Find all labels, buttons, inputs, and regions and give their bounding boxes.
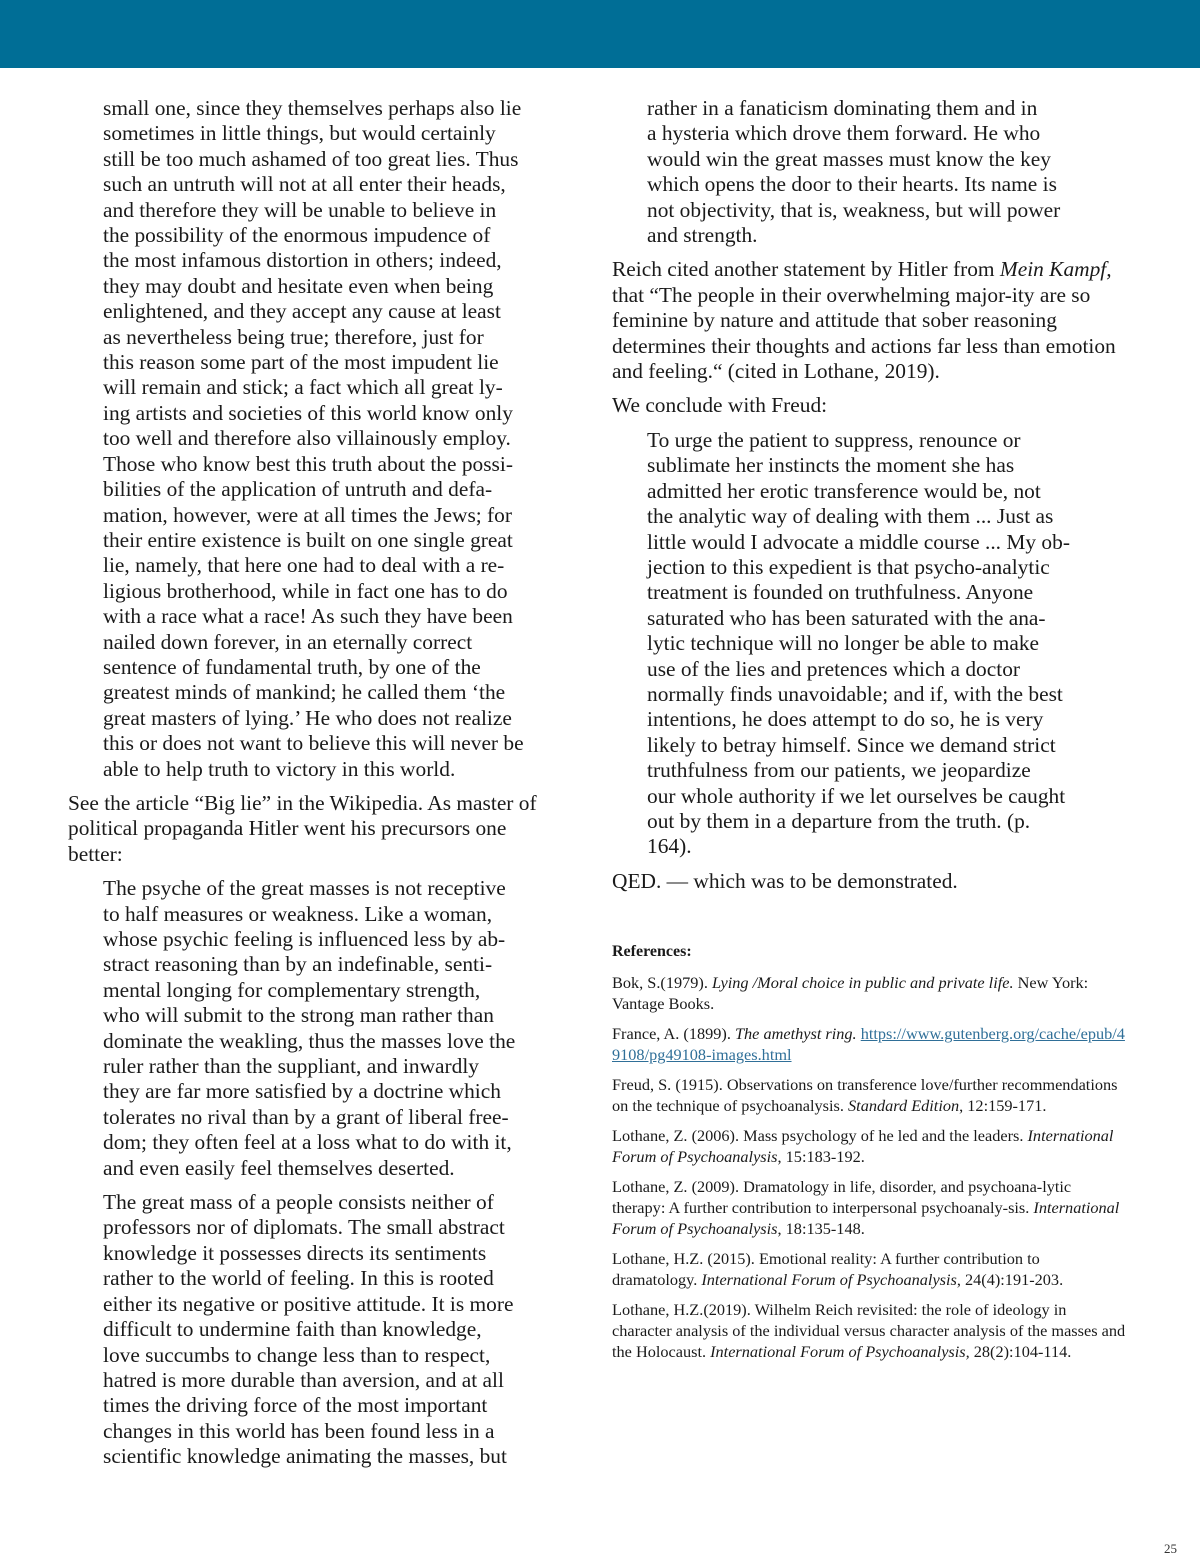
text-line: changes in this world has been found less in a — [103, 1418, 495, 1443]
text-line: professors nor of diplomats. The small abstract — [103, 1215, 505, 1240]
text-line: either its negative or positive attitude. It is more — [103, 1291, 514, 1316]
text-line: out by them in a departure from the truth. (p. — [647, 808, 1031, 833]
text-line: times the driving force of the most important — [103, 1393, 488, 1418]
freud-quote — [612, 428, 1132, 860]
text-line: this reason some part of the most impudent lie — [103, 350, 499, 375]
text-line: hatred is more durable than aversion, and at all — [103, 1367, 504, 1392]
qed-line: QED. — which was to be demonstrated. — [612, 868, 958, 893]
text-line: sublimate her instincts the moment she has — [647, 453, 1015, 478]
text-line: sometimes in little things, but would certainly — [103, 121, 496, 146]
text-line: not objectivity, that is, weakness, but will power — [647, 197, 1061, 222]
text-line: bilities of the application of untruth and defa- — [103, 477, 493, 502]
left-column — [68, 96, 580, 1470]
text-line: tolerates no rival than by a grant of liberal free- — [103, 1104, 509, 1129]
text-line: sentence of fundamental truth, by one of the — [103, 654, 481, 679]
text-line: truthfulness from our patients, we jeopardize — [647, 758, 1031, 783]
text-line: which opens the door to their hearts. Its name is — [647, 172, 1057, 197]
text-line: political propaganda Hitler went his precursors one — [68, 816, 507, 841]
reference-freud: Freud, S. (1915). Observations on transference love/further recommendations on the technique of psychoanalysis. Standard Edition, 12:159-171. — [612, 1075, 1118, 1116]
text-line: love succumbs to change less than to respect, — [103, 1342, 491, 1367]
page-number: 25 — [1164, 1541, 1177, 1556]
reich-text-post: that “The people in their overwhelming major-ity are so feminine by nature and attitude that sober reasoning determines their thoughts and actions far less than emotion and feeling.“ (cited in Lothane, 2019). — [612, 282, 1116, 384]
reich-paragraph — [612, 257, 1117, 384]
text-line: whose psychic feeling is influenced less by ab- — [103, 927, 506, 951]
text-line: this or does not want to believe this will never be — [103, 731, 524, 756]
text-line: too well and therefore also villainously employ. — [103, 426, 511, 451]
text-line: dom; they often feel at a loss what to do with it, — [103, 1130, 512, 1155]
text-line: greatest minds of mankind; he called them ‘the — [103, 680, 506, 705]
text-line: ligious brotherhood, while in fact one has to do — [103, 578, 508, 603]
text-line: better: — [68, 841, 123, 866]
text-line: lie, namely, that here one had to deal with a re- — [103, 553, 505, 578]
text-line: normally finds unavoidable; and if, with the best — [647, 681, 1063, 706]
text-line: rather to the world of feeling. In this is rooted — [103, 1266, 494, 1291]
hitler-quote-lies — [68, 96, 580, 782]
text-line: would win the great masses must know the key — [647, 146, 1051, 171]
text-line: the possibility of the enormous impudence of — [103, 223, 491, 248]
text-line: lytic technique will no longer be able to make — [647, 631, 1040, 656]
text-line: small one, since they themselves perhaps also lie — [103, 96, 522, 120]
text-line: 164). — [647, 834, 692, 859]
text-line: ruler rather than the suppliant, and inwardly — [103, 1054, 479, 1079]
header-banner — [0, 0, 1200, 68]
references-heading: References: — [612, 943, 692, 961]
big-lie-paragraph — [68, 791, 580, 867]
text-line: enlightened, and they accept any cause at least — [103, 299, 501, 324]
reference-lothane-2015: Lothane, H.Z. (2015). Emotional reality: A further contribution to dramatology. International Forum of Psychoanalysis, 24(4):191-203. — [612, 1249, 1064, 1290]
text-line: likely to betray himself. Since we demand strict — [647, 732, 1056, 757]
text-line: scientific knowledge animating the masses, but — [103, 1444, 507, 1469]
reference-france: France, A. (1899). The amethyst ring. https://www.gutenberg.org/cache/epub/49108/pg49108-images.html — [612, 1024, 1125, 1065]
text-line: and strength. — [647, 223, 758, 248]
text-line: they may doubt and hesitate even when being — [103, 273, 494, 298]
text-line: stract reasoning than by an indefinable, senti- — [103, 952, 493, 977]
text-line: the most infamous distortion in others; indeed, — [103, 248, 502, 273]
text-line: the analytic way of dealing with them ... Just as — [647, 504, 1054, 529]
text-line: dominate the weakling, thus the masses love the — [103, 1028, 516, 1053]
text-line: saturated who has been saturated with the ana- — [647, 605, 1046, 630]
text-line: and therefore they will be unable to believe in — [103, 197, 497, 222]
text-line: our whole authority if we let ourselves be caught — [647, 783, 1066, 808]
text-line: such an untruth will not at all enter their heads, — [103, 172, 506, 197]
hitler-quote-great-mass — [68, 1190, 580, 1469]
text-line: ing artists and societies of this world know only — [103, 400, 513, 425]
text-line: use of the lies and pretences which a doctor — [647, 656, 1021, 681]
text-line: to half measures or weakness. Like a woman, — [103, 901, 493, 926]
text-line: jection to this expedient is that psycho-analytic — [647, 554, 1050, 579]
text-line: difficult to undermine faith than knowledge, — [103, 1317, 482, 1342]
text-line: great masters of lying.’ He who does not realize — [103, 705, 512, 730]
text-line: intentions, he does attempt to do so, he is very — [647, 707, 1044, 732]
text-line: they are far more satisfied by a doctrine which — [103, 1079, 501, 1104]
text-line: rather in a fanaticism dominating them and in — [647, 96, 1038, 120]
text-line: admitted her erotic transference would be, not — [647, 478, 1041, 503]
text-line: To urge the patient to suppress, renounce or — [647, 427, 1021, 452]
text-line: knowledge it possesses directs its sentiments — [103, 1240, 487, 1265]
reference-lothane-2006: Lothane, Z. (2006). Mass psychology of he led and the leaders. International Forum of Psychoanalysis, 15:183-192. — [612, 1126, 1114, 1167]
text-line: The great mass of a people consists neither of — [103, 1190, 494, 1215]
gutenberg-link[interactable]: https://www.gutenberg.org/cache/epub/49108/pg49108-images.html — [612, 1024, 1125, 1065]
text-line: will remain and stick; a fact which all great ly- — [103, 375, 503, 400]
text-line: Those who know best this truth about the possi- — [103, 451, 513, 476]
text-line: nailed down forever, in an eternally correct — [103, 629, 473, 654]
mein-kampf-title: Mein Kampf, — [999, 257, 1112, 282]
text-line: a hysteria which drove them forward. He who — [647, 121, 1041, 146]
text-line: still be too much ashamed of too great lies. Thus — [103, 146, 519, 171]
hitler-quote-fanaticism — [612, 96, 1132, 248]
hitler-quote-masses — [68, 876, 580, 1181]
text-line: mation, however, were at all times the Jews; for — [103, 502, 513, 527]
text-line: their entire existence is built on one single great — [103, 527, 513, 552]
text-line: mental longing for complementary strength, — [103, 977, 481, 1002]
text-line: with a race what a race! As such they have been — [103, 604, 513, 629]
text-line: The psyche of the great masses is not receptive — [103, 876, 506, 901]
text-line: treatment is founded on truthfulness. Anyone — [647, 580, 1034, 605]
right-column — [612, 96, 1132, 1371]
freud-intro: We conclude with Freud: — [612, 393, 828, 418]
reich-text-pre: Reich cited another statement by Hitler from — [612, 257, 1000, 282]
text-line: See the article “Big lie” in the Wikipedia. As master of — [68, 790, 537, 815]
reference-lothane-2019: Lothane, H.Z.(2019). Wilhelm Reich revisited: the role of ideology in character analysis of the individual versus character analysis of the masses and the Holocaust. International Forum of Psychoanalysis, 28(2):104-114. — [612, 1300, 1126, 1362]
text-line: who will submit to the strong man rather than — [103, 1003, 494, 1028]
text-line: able to help truth to victory in this world. — [103, 756, 456, 781]
text-line: little would I advocate a middle course ... My ob- — [647, 529, 1070, 554]
text-line: and even easily feel themselves deserted. — [103, 1155, 455, 1180]
text-line: as nevertheless being true; therefore, just for — [103, 324, 484, 349]
reference-bok: Bok, S.(1979). Lying /Moral choice in public and private life. New York: Vantage Books. — [612, 973, 1089, 1014]
reference-lothane-2009: Lothane, Z. (2009). Dramatology in life, disorder, and psychoana-lytic therapy: A further contribution to interpersonal psychoanaly-sis. International Forum of Psychoanalysis, 18:135-148. — [612, 1177, 1120, 1239]
references-section — [612, 942, 1127, 1362]
